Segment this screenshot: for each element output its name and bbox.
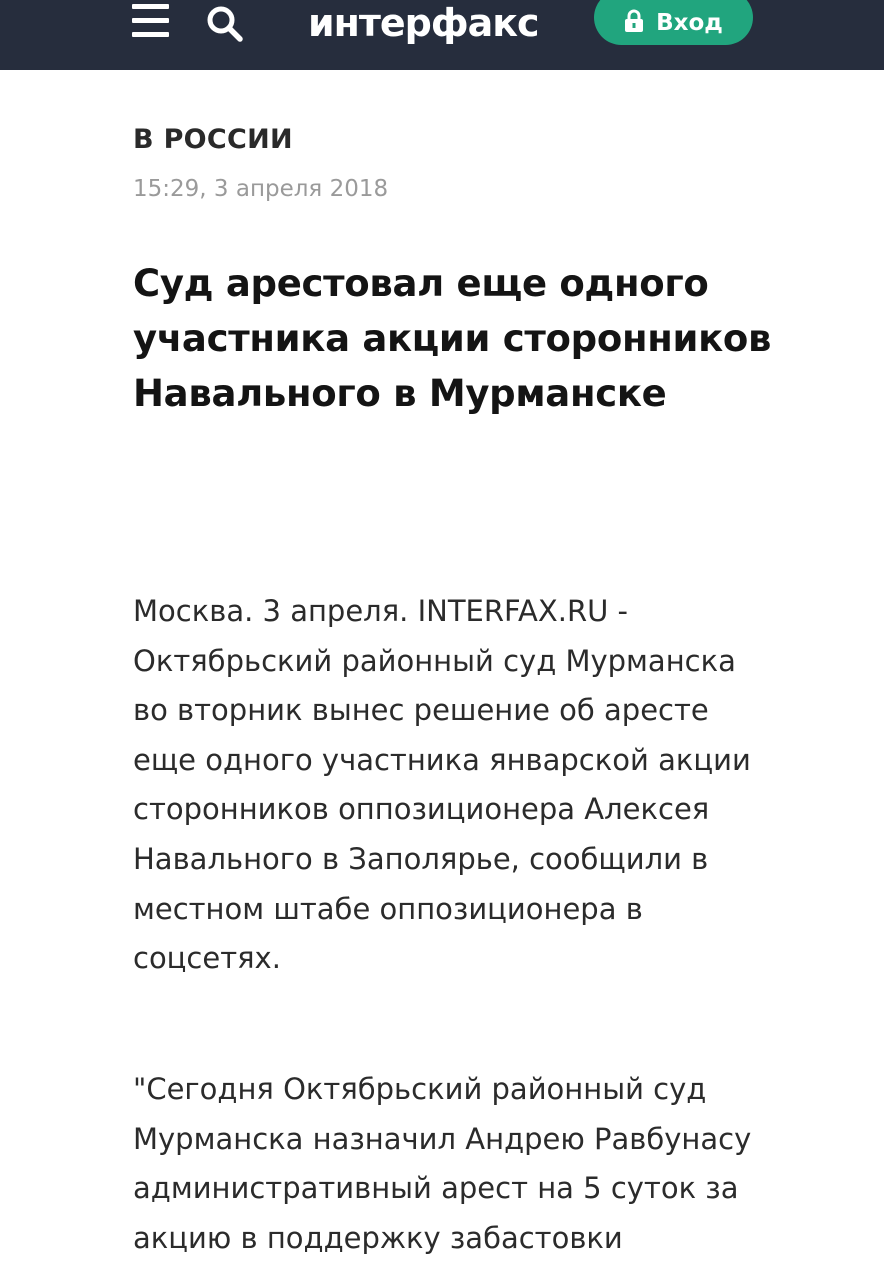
interfax-logo[interactable]: [308, 0, 539, 48]
logo-text: интерфакс: [308, 1, 539, 45]
article-headline: Суд арестовал еще одного участника акции сторонников Навального в Мурманске: [133, 262, 772, 415]
article-paragraph: Москва. 3 апреля. INTERFAX.RU - Октябрьский районный суд Мурманска во вторник вынес решение об аресте еще одного участника январской акции сторонников оппозиционера Алексея Навального в Заполярье, сообщили в местном штабе оппозиционера в соцсетях.: [133, 594, 751, 976]
login-button-label: Вход: [656, 9, 723, 36]
search-icon[interactable]: [205, 4, 245, 44]
hamburger-menu-icon[interactable]: [132, 4, 169, 38]
top-navigation-bar: [0, 0, 884, 70]
lock-icon: [624, 9, 644, 33]
article-timestamp: 15:29, 3 апреля 2018: [133, 176, 389, 202]
article-paragraph: "Сегодня Октябрьский районный суд Мурманска назначил Андрею Равбунасу административный арест на 5 суток за акцию в поддержку забастовки: [133, 1072, 752, 1255]
login-button[interactable]: [594, 0, 753, 45]
article-rubric-link[interactable]: В РОССИИ: [133, 124, 293, 155]
